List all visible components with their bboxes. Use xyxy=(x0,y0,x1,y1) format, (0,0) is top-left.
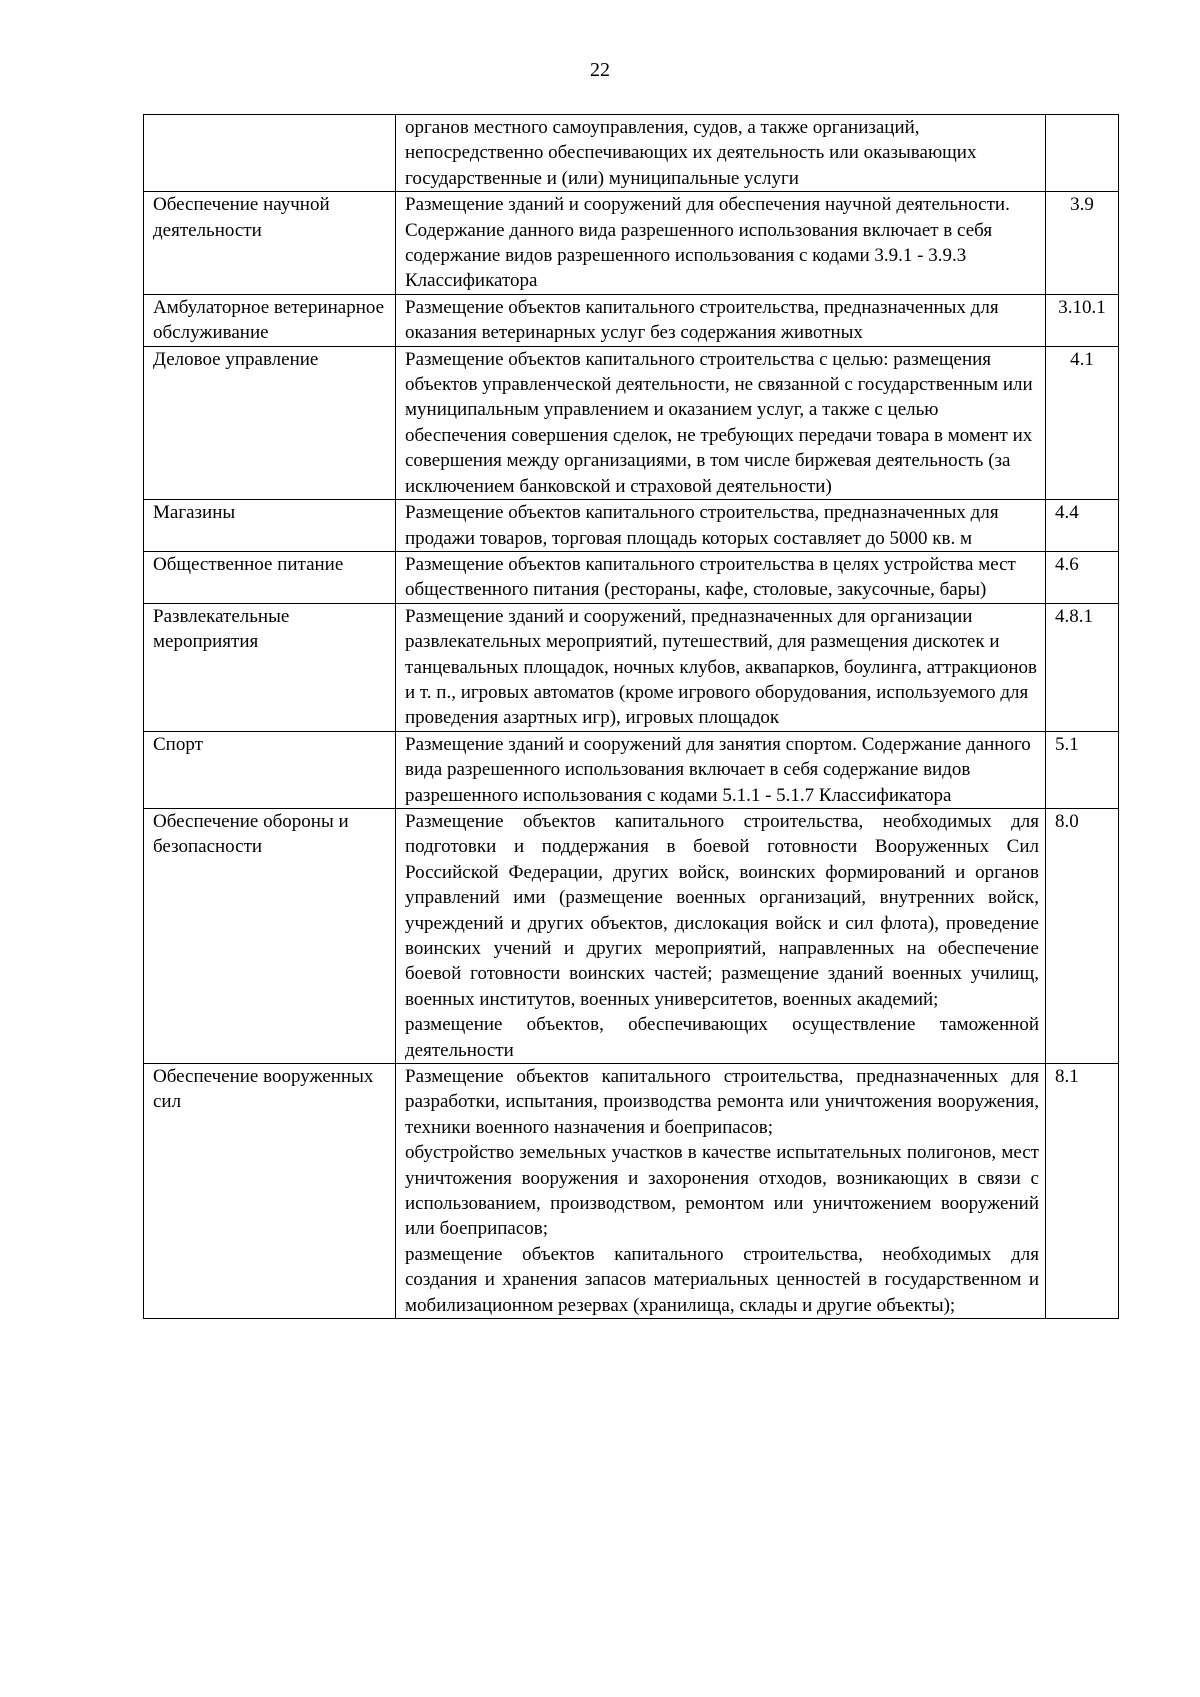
use-description-cell xyxy=(396,551,1046,603)
table-row xyxy=(144,192,1119,295)
description-paragraph: Размещение зданий и сооружений, предназначенных для организации развлекательных мероприятий, путешествий, для размещения дискотек и танцевальных площадок, ночных клубов, аквапарков, боулинга, аттракционов и т. п., игровых автоматов (кроме игрового оборудования, используемого для проведения азартных игр), игровых площадок xyxy=(405,605,1037,729)
use-description-cell xyxy=(396,808,1046,1063)
use-description-cell xyxy=(396,603,1046,731)
use-code-cell: 8.1 xyxy=(1046,1064,1119,1319)
description-paragraph: Размещение зданий и сооружений для занятия спортом. Содержание данного вида разрешенного использования включает в себя содержание видов разрешенного использования с кодами 5.1.1 - 5.1.7 Классификатора xyxy=(405,733,1031,806)
use-code-cell xyxy=(1046,115,1119,192)
use-name-cell: Общественное питание xyxy=(144,551,396,603)
description-paragraph: размещение объектов, обеспечивающих осуществление таможенной деятельности xyxy=(405,1014,1039,1061)
table-body xyxy=(144,115,1119,1319)
description-paragraph: Размещение объектов капитального строительства с целью: размещения объектов управленческой деятельности, не связанной с государственным или муниципальным управлением и оказанием услуг, а также с целью обеспечения совершения сделок, не требующих передачи товара в момент их совершения между организациями, в том числе биржевая деятельность (за исключением банковской и страховой деятельности) xyxy=(405,348,1033,497)
table-row xyxy=(144,808,1119,1063)
table-row xyxy=(144,294,1119,346)
use-name-cell: Развлекательные мероприятия xyxy=(144,603,396,731)
table-row xyxy=(144,551,1119,603)
table-row xyxy=(144,1064,1119,1319)
description-paragraph: Размещение объектов капитального строительства, предназначенных для продажи товаров, торговая площадь которых составляет до 5000 кв. м xyxy=(405,502,999,549)
use-code-cell: 4.6 xyxy=(1046,551,1119,603)
use-description-cell xyxy=(396,192,1046,295)
use-name-cell: Обеспечение научной деятельности xyxy=(144,192,396,295)
table-row xyxy=(144,115,1119,192)
use-name-cell: Амбулаторное ветеринарное обслуживание xyxy=(144,294,396,346)
use-name-cell: Деловое управление xyxy=(144,346,396,499)
description-paragraph: органов местного самоуправления, судов, а также организаций, непосредственно обеспечивающих их деятельность или оказывающих государственные и (или) муниципальные услуги xyxy=(405,117,977,189)
use-name-cell: Обеспечение вооруженных сил xyxy=(144,1064,396,1319)
use-code-cell: 4.1 xyxy=(1046,346,1119,499)
description-paragraph: Размещение зданий и сооружений для обеспечения научной деятельности. Содержание данного вида разрешенного использования включает в себя содержание видов разрешенного использования с кодами 3.9.1 - 3.9.3 Классификатора xyxy=(405,194,1010,292)
description-paragraph: Размещение объектов капитального строительства, предназначенных для разработки, испытания, производства ремонта или уничтожения вооружения, техники военного назначения и боеприпасов; xyxy=(405,1066,1039,1138)
use-name-cell: Спорт xyxy=(144,731,396,808)
use-code-cell: 3.9 xyxy=(1046,192,1119,295)
use-code-cell: 5.1 xyxy=(1046,731,1119,808)
land-use-table xyxy=(143,114,1119,1319)
use-description-cell xyxy=(396,294,1046,346)
description-paragraph: Размещение объектов капитального строительства в целях устройства мест общественного питания (рестораны, кафе, столовые, закусочные, бары) xyxy=(405,553,1016,601)
use-code-cell: 8.0 xyxy=(1046,808,1119,1063)
table-row xyxy=(144,346,1119,499)
table-row xyxy=(144,731,1119,808)
use-name-cell xyxy=(144,115,396,192)
description-paragraph: обустройство земельных участков в качестве испытательных полигонов, мест уничтожения вооружения и захоронения отходов, возникающих в связи с использованием, производством, ремонтом или уничтожением вооружений или боеприпасов; xyxy=(405,1142,1039,1240)
description-paragraph: Размещение объектов капитального строительства, предназначенных для оказания ветеринарных услуг без содержания животных xyxy=(405,296,999,344)
use-description-cell xyxy=(396,115,1046,192)
use-code-cell: 4.4 xyxy=(1046,500,1119,552)
use-code-cell: 3.10.1 xyxy=(1046,294,1119,346)
description-paragraph: размещение объектов капитального строительства, необходимых для создания и хранения запасов материальных ценностей в государственном и мобилизационном резервах (хранилища, склады и другие объекты); xyxy=(405,1243,1039,1316)
use-name-cell: Магазины xyxy=(144,500,396,552)
use-description-cell xyxy=(396,346,1046,499)
use-description-cell xyxy=(396,731,1046,808)
use-code-cell: 4.8.1 xyxy=(1046,603,1119,731)
use-name-cell: Обеспечение обороны и безопасности xyxy=(144,808,396,1063)
page-number: 22 xyxy=(590,59,610,81)
description-paragraph: Размещение объектов капитального строительства, необходимых для подготовки и поддержания в боевой готовности Вооруженных Сил Российской Федерации, других войск, воинских формирований и органов управлений ими (размещение военных организаций, внутренних войск, учреждений и других объектов, дислокация войск и сил флота), проведение воинских учений и других мероприятий, направленных на обеспечение боевой готовности воинских частей; размещение зданий военных училищ, военных институтов, военных университетов, военных академий; xyxy=(405,810,1039,1010)
table-row xyxy=(144,500,1119,552)
table-row xyxy=(144,603,1119,731)
use-description-cell xyxy=(396,1064,1046,1319)
use-description-cell xyxy=(396,500,1046,552)
